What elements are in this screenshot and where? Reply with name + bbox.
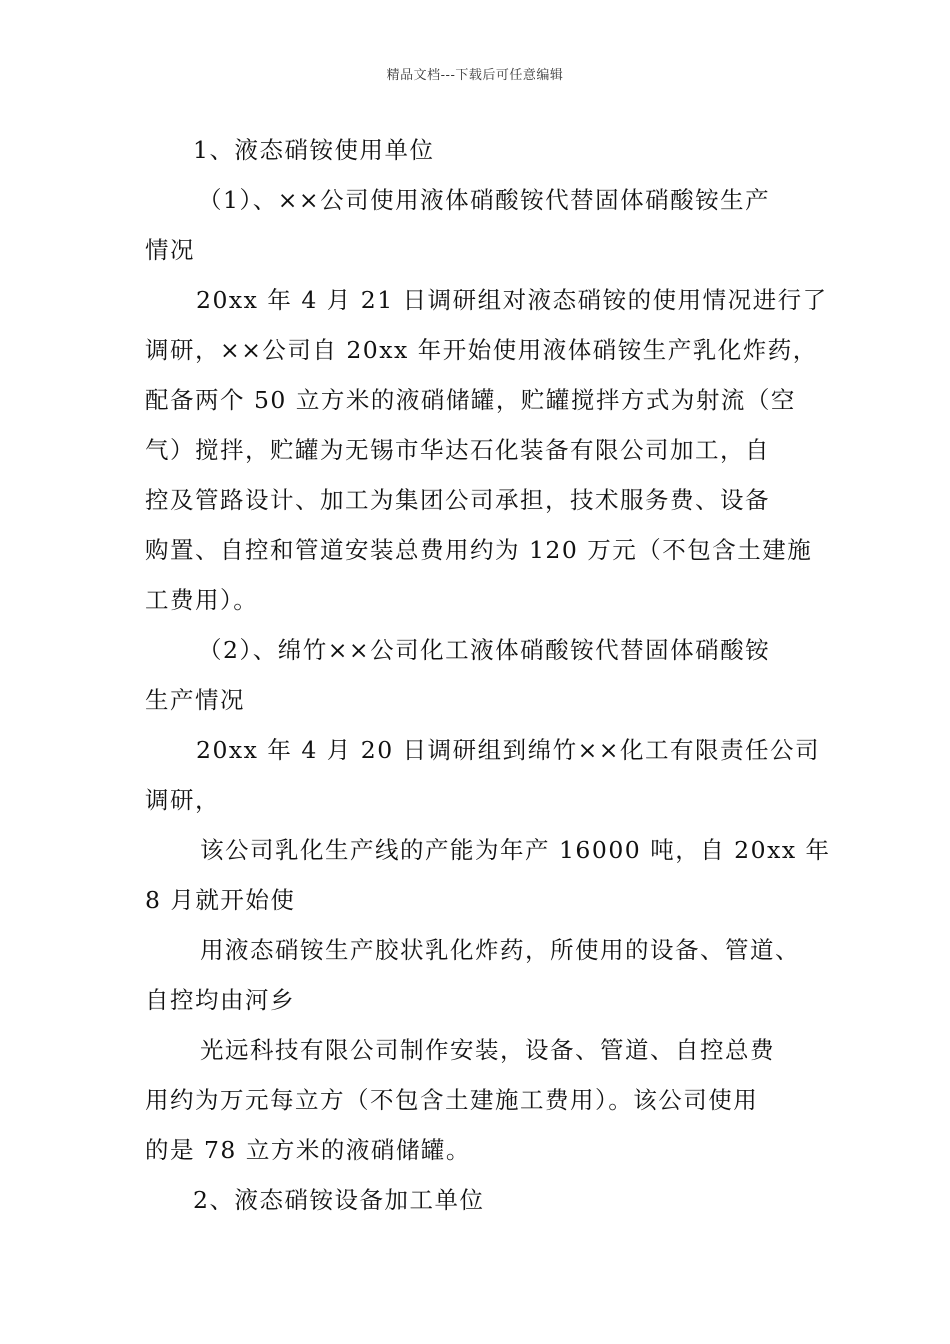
paragraph-line: （2）、绵竹××公司化工液体硝酸铵代替固体硝酸铵: [198, 636, 771, 664]
paragraph-line: 自控均由河乡: [145, 986, 295, 1014]
paragraph-line: 20xx 年 4 月 21 日调研组对液态硝铵的使用情况进行了: [196, 286, 828, 314]
paragraph-line: 调研，: [145, 786, 220, 814]
paragraph-line: 20xx 年 4 月 20 日调研组到绵竹××化工有限责任公司: [196, 736, 820, 764]
paragraph-line: 控及管路设计、加工为集团公司承担，技术服务费、设备: [145, 486, 770, 514]
paragraph-line: 的是 78 立方米的液硝储罐。: [145, 1136, 471, 1164]
heading-section-2: 2、液态硝铵设备加工单位: [193, 1186, 485, 1214]
paragraph-line: 该公司乳化生产线的产能为年产 16000 吨，自 20xx 年: [200, 836, 831, 864]
paragraph-line: 情况: [145, 236, 195, 264]
paragraph-line: 8 月就开始使: [145, 886, 296, 914]
paragraph-line: 生产情况: [145, 686, 245, 714]
paragraph-line: 用约为万元每立方（不包含土建施工费用）。该公司使用: [145, 1086, 759, 1114]
paragraph-line: 购置、自控和管道安装总费用约为 120 万元（不包含土建施: [145, 536, 813, 564]
paragraph-line: 用液态硝铵生产胶状乳化炸药，所使用的设备、管道、: [200, 936, 800, 964]
paragraph-line: 气）搅拌，贮罐为无锡市华达石化装备有限公司加工，自: [145, 436, 770, 464]
paragraph-line: 工费用）。: [145, 586, 259, 614]
paragraph-line: 光远科技有限公司制作安装，设备、管道、自控总费: [200, 1036, 775, 1064]
paragraph-line: 调研，××公司自 20xx 年开始使用液体硝铵生产乳化炸药，: [145, 336, 818, 364]
paragraph-line: 配备两个 50 立方米的液硝储罐，贮罐搅拌方式为射流（空: [145, 386, 796, 414]
page-header: 精品文档---下载后可任意编辑: [386, 68, 564, 83]
heading-section-1: 1、液态硝铵使用单位: [193, 136, 435, 164]
paragraph-line: （1）、××公司使用液体硝酸铵代替固体硝酸铵生产: [198, 186, 771, 214]
